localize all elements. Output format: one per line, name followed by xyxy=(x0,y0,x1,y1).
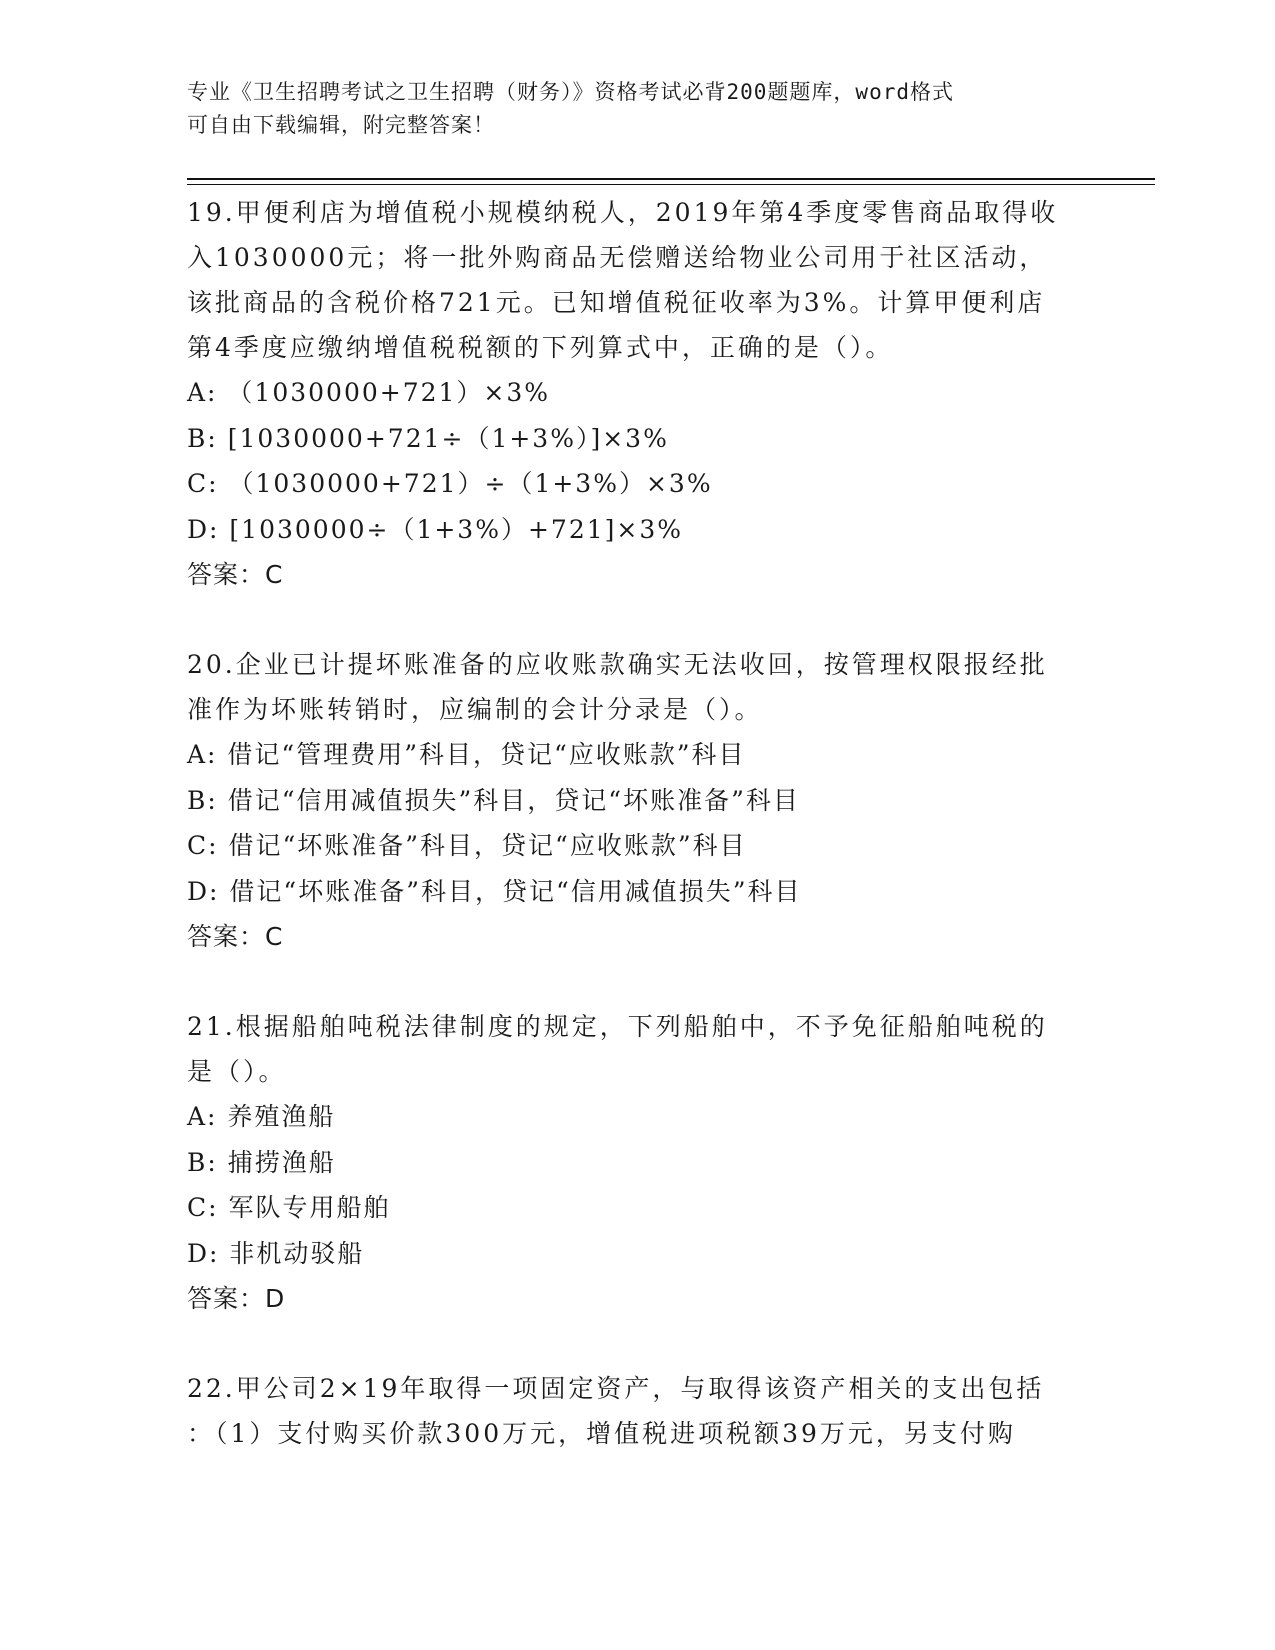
option-b: B: 捕捞渔船 xyxy=(187,1147,336,1177)
answer-label: 答案：D xyxy=(187,1284,286,1313)
question-21 xyxy=(187,1004,1087,1321)
question-text xyxy=(187,1366,1087,1456)
question-line: 第4季度应缴纳增值税税额的下列算式中，正确的是（）。 xyxy=(187,333,894,362)
question-line: 准作为坏账转销时，应编制的会计分录是（）。 xyxy=(187,695,763,724)
option-a: A: 养殖渔船 xyxy=(187,1102,336,1131)
question-line: 20.企业已计提坏账准备的应收账款确实无法收回，按管理权限报经批 xyxy=(187,650,1048,679)
question-line: 19.甲便利店为增值税小规模纳税人，2019年第4季度零售商品取得收 xyxy=(187,198,1059,227)
question-list xyxy=(187,190,1087,1501)
question-text xyxy=(187,190,1087,370)
option-a: A: 借记“管理费用”科目，贷记“应收账款”科目 xyxy=(187,740,746,769)
option-b: B: [1030000+721÷（1+3%）]×3% xyxy=(187,423,669,453)
question-line: 22.甲公司2×19年取得一项固定资产，与取得该资产相关的支出包括 xyxy=(187,1374,1045,1403)
question-line: ：（1）支付购买价款300万元，增值税进项税额39万元，另支付购 xyxy=(187,1419,1016,1448)
question-text xyxy=(187,642,1087,732)
header-divider-thick xyxy=(187,178,1155,180)
header-line-2: 可自由下载编辑，附完整答案！ xyxy=(187,113,495,137)
question-text xyxy=(187,1004,1087,1094)
question-line: 是（）。 xyxy=(187,1057,287,1086)
option-c: C: （1030000+721）÷（1+3%）×3% xyxy=(187,469,713,498)
option-d: D: [1030000÷（1+3%）+721]×3% xyxy=(187,514,683,544)
header-line-1: 专业《卫生招聘考试之卫生招聘（财务）》资格考试必背200题题库，word格式 xyxy=(187,80,954,104)
question-19 xyxy=(187,190,1087,597)
question-22 xyxy=(187,1366,1087,1456)
question-line: 入1030000元；将一批外购商品无偿赠送给物业公司用于社区活动， xyxy=(187,243,1048,272)
option-b: B: 借记“信用减值损失”科目，贷记“坏账准备”科目 xyxy=(187,785,800,815)
document-header xyxy=(187,76,1087,142)
question-20 xyxy=(187,642,1087,959)
option-d: D: 非机动驳船 xyxy=(187,1238,365,1268)
header-divider-thin xyxy=(187,184,1155,185)
answer-label: 答案：C xyxy=(187,922,284,951)
answer-label: 答案：C xyxy=(187,560,284,589)
option-a: A: （1030000+721）×3% xyxy=(187,378,551,407)
question-line: 21.根据船舶吨税法律制度的规定，下列船舶中，不予免征船舶吨税的 xyxy=(187,1012,1048,1041)
question-line: 该批商品的含税价格721元。已知增值税征收率为3%。计算甲便利店 xyxy=(187,288,1046,317)
option-c: C: 借记“坏账准备”科目，贷记“应收账款”科目 xyxy=(187,831,747,860)
option-d: D: 借记“坏账准备”科目，贷记“信用减值损失”科目 xyxy=(187,876,802,906)
option-c: C: 军队专用船舶 xyxy=(187,1193,391,1222)
